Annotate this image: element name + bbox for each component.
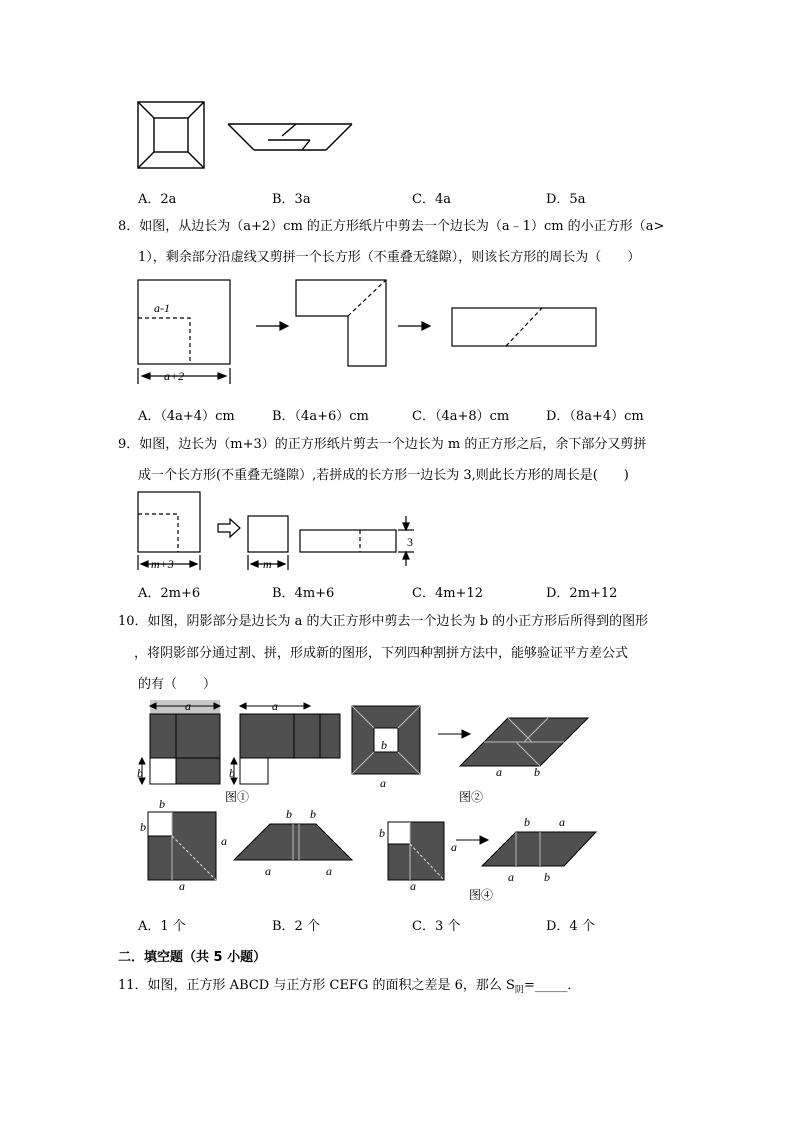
q10-fig3-label-b-left: b	[140, 820, 146, 834]
q10-fig4-label-a-bottom: a	[410, 879, 416, 893]
q11-subscript: 阴	[514, 985, 524, 996]
q10-option-b[interactable]: B．2 个	[272, 919, 320, 934]
q11-blank: =_____．	[523, 978, 581, 993]
section2-title: 二．填空题（共 5 小题）	[118, 950, 267, 965]
q9-option-b[interactable]: B．4m+6	[272, 586, 335, 601]
q10-fig3-label-a-right: a	[221, 834, 227, 848]
q10-fig4-label-a-right: a	[451, 840, 457, 854]
q10-fig3-label-a-bottom: a	[179, 879, 185, 893]
q7-option-a[interactable]: A．2a	[138, 192, 177, 207]
q10-fig2-label-b-inner: b	[381, 738, 387, 752]
q8-label-big-side: a+2	[164, 369, 185, 383]
q10-trap-label-a2: a	[326, 864, 332, 878]
q9-label-small-side: m	[263, 557, 272, 571]
q10-fig2-para-label-a: a	[496, 765, 502, 779]
q10-option-d[interactable]: D．4 个	[546, 919, 595, 934]
q10-fig4-para-label-b-top: b	[524, 815, 530, 829]
q11-text: 11．如图，正方形 ABCD 与正方形 CEFG 的面积之差是 6，那么 S	[118, 978, 515, 993]
q10-question-line2: ，将阴影部分通过割、拼，形成新的图形，下列四种割拼方法中，能够验证平方差公式	[134, 646, 629, 661]
q10-fig4-para-label-a-top: a	[559, 815, 565, 829]
q8-figure	[130, 274, 610, 394]
q10-fig1-label-b-left: b	[137, 766, 143, 780]
q9-figure	[130, 488, 430, 578]
q10-trap-label-a1: a	[265, 864, 271, 878]
q9-label-three: 3	[407, 535, 413, 549]
q10-fig4-para-label-a-bottom: a	[508, 870, 514, 884]
q9-option-c[interactable]: C．4m+12	[412, 586, 483, 601]
q10-option-a[interactable]: A．1 个	[138, 919, 186, 934]
q10-fig1-label-a-right: a	[272, 699, 278, 713]
q9-option-a[interactable]: A．2m+6	[138, 586, 201, 601]
q10-caption-fig1: 图①	[225, 790, 250, 804]
q10-trap-label-b1: b	[286, 807, 292, 821]
q8-option-b[interactable]: B．（4a+6）cm	[272, 409, 369, 424]
q10-question-line1: 10．如图，阴影部分是边长为 a 的大正方形中剪去一个边长为 b 的小正方形后所得到的图形	[118, 614, 649, 629]
q10-fig3-label-b-top: b	[159, 797, 165, 811]
q9-option-d[interactable]: D．2m+12	[546, 586, 618, 601]
q9-label-big-side: m+3	[151, 557, 174, 571]
q10-fig4-para-label-b-bottom: b	[544, 870, 550, 884]
q9-question-line2: 成一个长方形(不重叠无缝隙）,若拼成的长方形一边长为 3,则此长方形的周长是( )	[138, 468, 629, 483]
q10-fig1-label-b-right: b	[229, 766, 235, 780]
q7-option-d[interactable]: D．5a	[546, 192, 586, 207]
q10-caption-fig4: 图④	[469, 888, 494, 902]
q10-trap-label-b2: b	[310, 807, 316, 821]
q10-question-line3: 的有（ ）	[138, 677, 217, 692]
q7-figure	[130, 96, 370, 176]
q9-question-line1: 9．如图，边长为（m+3）的正方形纸片剪去一个边长为 m 的正方形之后，余下部分又剪拼	[118, 437, 647, 452]
q8-option-c[interactable]: C．（4a+8）cm	[412, 409, 510, 424]
q10-caption-fig2: 图②	[459, 790, 484, 804]
q8-question-line1: 8．如图，从边长为（a+2）cm 的正方形纸片中剪去一个边长为（a﹣1）cm 的小正方形（a>	[118, 219, 665, 234]
q8-label-small-side: a-1	[154, 301, 170, 315]
q10-fig2-label-a-bottom: a	[380, 776, 386, 790]
q10-option-c[interactable]: C．3 个	[412, 919, 461, 934]
q11-question	[118, 978, 580, 999]
q10-figure-row1	[130, 694, 600, 810]
q8-option-d[interactable]: D．（8a+4）cm	[546, 409, 644, 424]
q8-question-line2: 1），剩余部分沿虚线又剪拼一个长方形（不重叠无缝隙），则该长方形的周长为（ ）	[138, 250, 641, 265]
q7-option-c[interactable]: C．4a	[412, 192, 451, 207]
q7-option-b[interactable]: B．3a	[272, 192, 311, 207]
q10-fig1-label-a-left: a	[185, 699, 191, 713]
q10-fig4-label-b-left: b	[379, 826, 385, 840]
q8-option-a[interactable]: A．（4a+4）cm	[138, 409, 235, 424]
q10-fig2-para-label-b: b	[534, 765, 540, 779]
